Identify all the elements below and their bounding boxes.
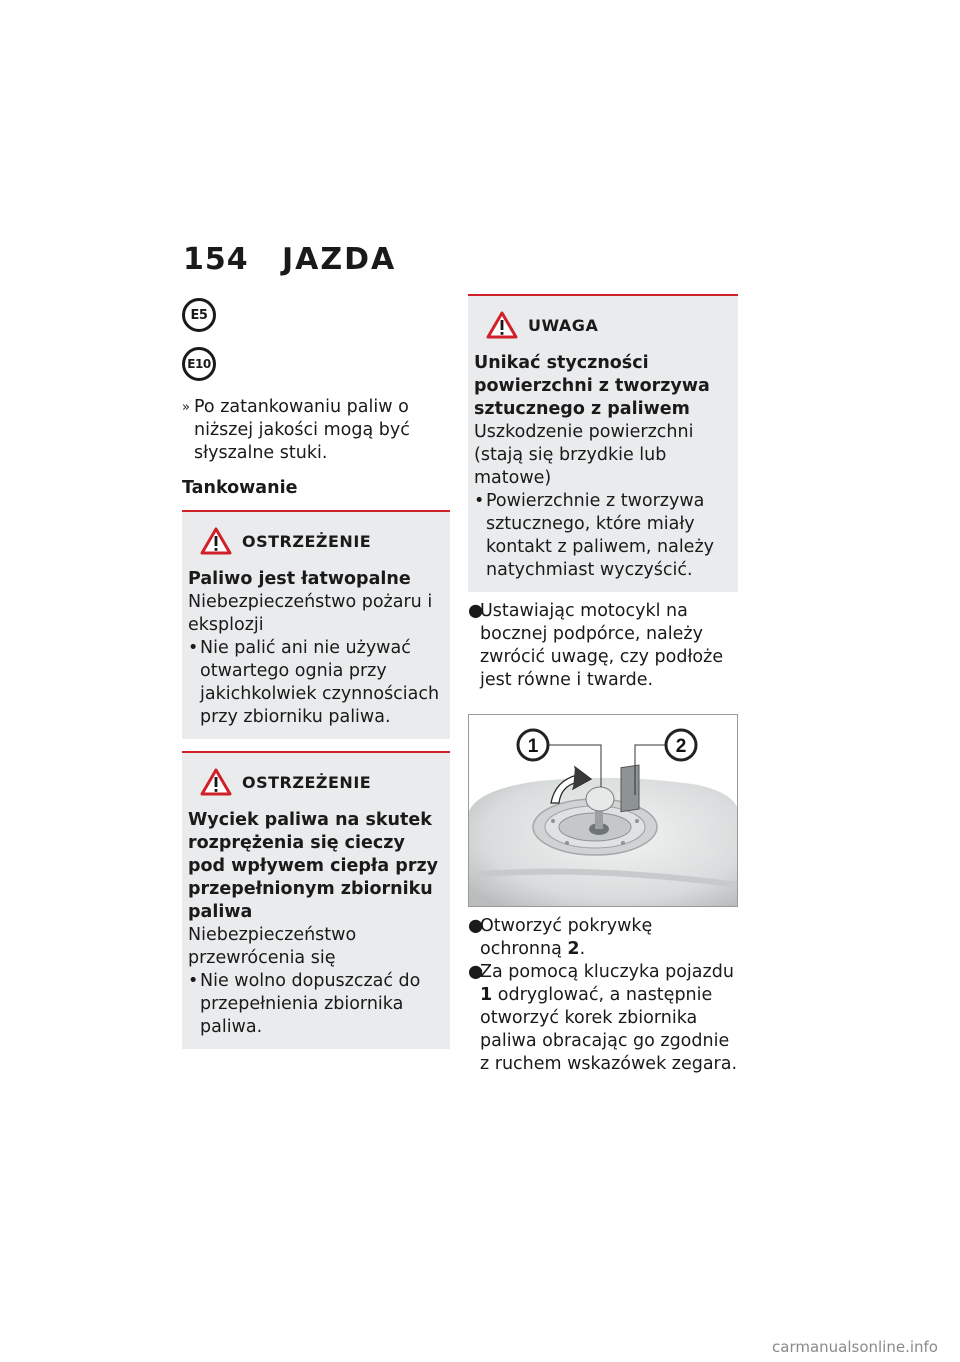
warning-bullet: • Nie palić ani nie używać otwartego ognia przy jakichkolwiek czynnościach przy zbiorniku paliwa.: [188, 638, 440, 727]
step-side-stand: ● Ustawiając motocykl na bocznej podpórce, należy zwrócić uwagę, czy podłoże jest równe i twarde.: [468, 601, 724, 690]
page-number: 154: [183, 242, 249, 277]
double-chevron-icon: »: [182, 400, 190, 415]
caution-box-plastic: [468, 294, 738, 592]
warning-box-flammable: [182, 510, 450, 739]
warning-headline: Wyciek paliwa na skutek rozprężenia się cieczy pod wpływem ciepła przy przepełnionym zbiorniku paliwa: [188, 810, 439, 922]
warning-title: OSTRZEŻENIE: [200, 526, 444, 556]
left-column: [182, 298, 450, 1049]
caution-title: UWAGA: [486, 310, 732, 340]
refuel-heading: Tankowanie: [182, 478, 298, 498]
fuel-badge-e10: E10: [182, 347, 216, 381]
warning-bullet: • Nie wolno dopuszczać do przepełnienia zbiornika paliwa.: [188, 971, 421, 1037]
warning-triangle-icon: [200, 768, 232, 796]
fuel-tank-illustration: [469, 715, 737, 906]
bullet-icon: •: [474, 491, 485, 511]
section-title: JAZDA: [282, 242, 397, 277]
warning-description: Niebezpieczeństwo pożaru i eksplozji: [188, 592, 433, 635]
bullet-icon: •: [188, 971, 199, 991]
step-bullet-icon: ●: [468, 916, 484, 936]
caution-headline: Unikać styczności powierzchni z tworzywa sztucznego z paliwem: [474, 353, 710, 419]
watermark: carmanualsonline.info: [772, 1338, 938, 1356]
step-open-cover: ● Otworzyć pokrywkę ochronną 2.: [468, 916, 653, 959]
bullet-icon: •: [188, 638, 199, 658]
step-unlock-cap: ● Za pomocą kluczyka pojazdu 1 odryglować, a następnie otworzyć korek zbiornika paliwa obracając go zgodnie z ruchem wskazówek zegara.: [468, 962, 738, 1074]
knock-note: » Po zatankowaniu paliw o niższej jakości mogą być słyszalne stuki.: [182, 397, 410, 463]
step-bullet-icon: ●: [468, 601, 484, 621]
callout-2-label: 2: [675, 736, 687, 757]
step-bullet-icon: ●: [468, 962, 484, 982]
right-column: [468, 284, 738, 1076]
warning-headline: Paliwo jest łatwopalne: [188, 569, 411, 589]
caution-description: Uszkodzenie powierzchni (stają się brzydkie lub matowe): [474, 422, 694, 488]
warning-triangle-icon: [486, 311, 518, 339]
callout-1-label: 1: [527, 736, 539, 757]
fuel-badge-e5: E5: [182, 298, 216, 332]
fuel-cap-figure: [468, 714, 738, 907]
warning-title: OSTRZEŻENIE: [200, 767, 444, 797]
warning-description: Niebezpieczeństwo przewrócenia się: [188, 925, 357, 968]
warning-box-overflow: [182, 751, 450, 1049]
warning-triangle-icon: [200, 527, 232, 555]
caution-bullet: • Powierzchnie z tworzywa sztucznego, które miały kontakt z paliwem, należy natychmiast wyczyścić.: [474, 491, 714, 580]
